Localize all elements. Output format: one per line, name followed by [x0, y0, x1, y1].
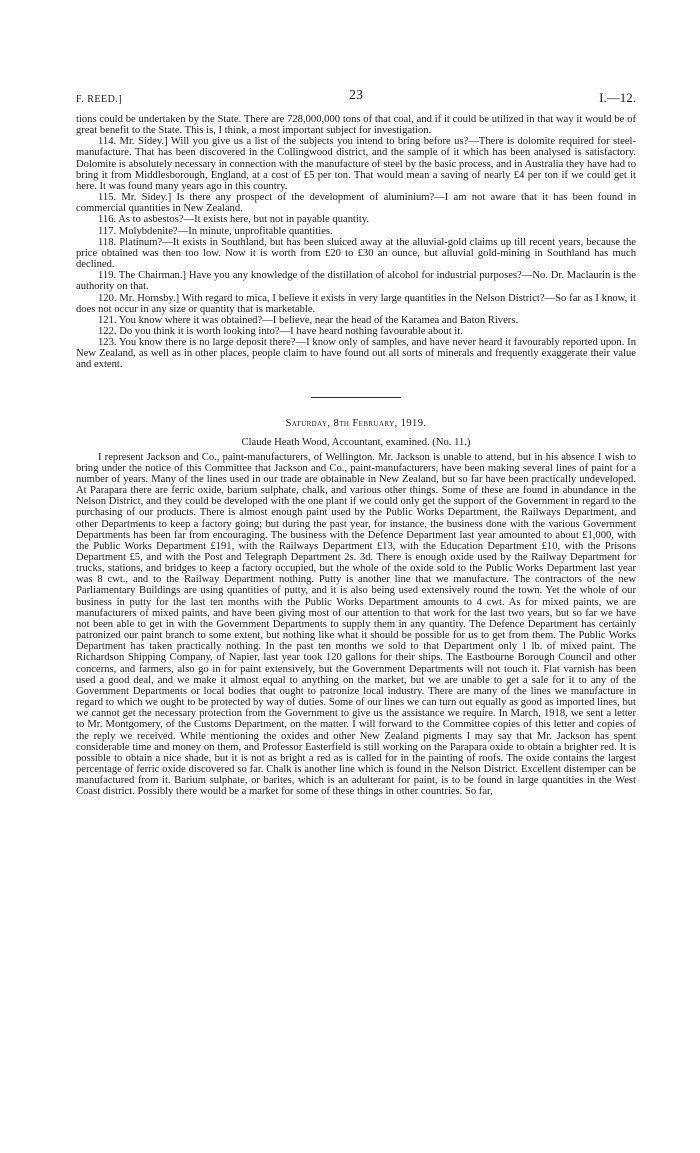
witness-statement: I represent Jackson and Co., paint-manufacturers, of Wellington. Mr. Jackson is unable to attend, but in his absence I wish to bring under the notice of this Committee that Jackson and Co., paint-manufacturers, have been making several lines of paint for a number of years. Many of the lines used in our trade are obtainable in New Zealand, but so far have been practically undeveloped. At Parapara there are ferric oxide, barium sulphate, chalk, and various other things. Some of these are found in abundance in the Nelson District, and they could be developed with the one plant if we could only get the support of the Government in regard to the purchasing of our products. There is almost enough paint used by the Public Works Department, the Railways Department, and other Departments to keep a factory going; but during the past year, for instance, the business done with the various Government Departments has been far from encouraging. The business with the Defence Department last year amounted to about £1,000, with the Public Works Department £191, with the Railways Department £13, with the Education Department £10, with the Prisons Department £5, and with the Post and Telegraph Department 2s. 3d. There is enough oxide used by the Railway Department for trucks, stations, and bridges to keep a factory occupied, but the whole of the oxide sold to the Public Works Department last year was 8 cwt., and to the Railway Department nothing. Putty is another line that we manufacture. The contractors of the new Parliamentary Buildings are using quantities of putty, and it is also being used extensively round the town. Yet the whole of our business in putty for the last ten months with the Public Works Department amounts to 4 cwt. As for mixed paints, we are manufacturers of mixed paints, and have been giving most of our attention to that work for the last two years, but so far we have not been able to get in with the Government Departments to supply them in any quantity. The Defence Department has certainly patronized our paint branch to some extent, but nothing like what it should be possible for us to get from them. The Public Works Department has taken practically nothing. In the past ten months we sold to that Department only 1 lb. of mixed paint. The Richardson Shipping Company, of Napier, last year took 120 gallons for their ships. The Eastbourne Borough Council and other concerns, and farmers, also go in for paint extensively, but the Government Departments will not touch it. Flat varnish has been used a good deal, and we make it almost equal to anything on the market, but we are unable to get a sale for it to any of the Government Departments or local bodies that ought to patronize local industry. There are many of the lines we manufacture in regard to which we ought to be protected by way of duties. Some of our lines we can turn out equally as good as imported lines, but we cannot get the necessary protection from the Government to give us the assistance we require. In March, 1918, we sent a letter to Mr. Montgomery, of the Customs Department, on the matter. I will forward to the Committee copies of this letter and copies of the reply we received. While mentioning the oxides and other New Zealand pigments I may say that Mr. Jackson has spent considerable time and money on them, and Professor Easterfield is still working on the Parapara oxide to obtain a brighter red. It is possible to obtain a nice shade, but it is not as bright a red as is called for in the painting of roofs. The oxide contains the largest percentage of ferric oxide discovered so far. Chalk is another line which is found in the Nelson District. Excellent distemper can be manufactured from it. Barium sulphate, or barites, which is an adulterant for paint, is to be found in large quantities in the West Coast district. Possibly there would be a market for some of these things in other countries. So far, — [76, 451, 636, 798]
header-right: I.—12. — [599, 90, 636, 105]
header-left: F. REED.] — [76, 94, 123, 105]
witness-heading: Claude Heath Wood, Accountant, examined. (No. 11.) — [241, 436, 471, 448]
question-121: 121. You know where it was obtained?—I believe, near the head of the Karamea and Baton Rivers. — [98, 314, 519, 326]
question-119: 119. The Chairman.] Have you any knowledge of the distillation of alcohol for industrial purposes?—No. Dr. Maclaurin is the authority on that. — [76, 270, 636, 293]
question-116: 116. As to asbestos?—It exists here, but not in payable quantity. — [98, 214, 370, 226]
question-118: 118. Platinum?—It exists in Southland, but has been sluiced away at the alluvial-gold claims up till recent years, because the price obtained was then too low. Now it is worth from £20 to £30 an ounce, but alluvial gold-mining in Southland has much declined. — [76, 236, 636, 271]
question-114: 114. Mr. Sidey.] Will you give us a list of the subjects you intend to bring before us?—There is dolomite required for steel-manufacture. That has been discovered in the Collingwood district, and the sample of it which has been analysed is satisfactory. Dolomite is absolutely necessary in connection with the manufacture of steel by the basic process, and in Australia they have had to bring it from Middlesborough, England, at a cost of £5 per ton. That would mean a saving of nearly £4 per ton if we could get it here. It was found many years ago in this country. — [76, 136, 636, 192]
paragraph: tions could be undertaken by the State. There are 728,000,000 tons of that coal, and if it could be utilized in that way it would be of great benefit to the State. This is, I think, a most important subject for investigation. — [76, 114, 636, 137]
question-122: 122. Do you think it is worth looking into?—I have heard nothing favourable about it. — [98, 325, 463, 337]
page-header — [76, 88, 636, 114]
document-page — [76, 88, 636, 797]
questions-section — [76, 114, 636, 371]
question-115: 115. Mr. Sidey.] Is there any prospect of the development of aluminium?—I am not aware that it has been found in commercial quantities in New Zealand. — [76, 192, 636, 215]
session-date: Saturday, 8th February, 1919. — [285, 417, 427, 429]
section-divider — [311, 397, 401, 398]
question-117: 117. Molybdenite?—In minute, unprofitable quantities. — [98, 225, 333, 237]
question-120: 120. Mr. Hornsby.] With regard to mica, I believe it exists in very large quantities in the Nelson District?—So far as I know, it does not occur in any size or quantity that is marketable. — [76, 292, 636, 315]
page-number: 23 — [349, 88, 363, 103]
question-123: 123. You know there is no large deposit there?—I know only of samples, and have never heard it favourably reported upon. In New Zealand, as well as in other places, people claim to have found out all sorts of minerals and frequently exaggerate their value and extent. — [76, 337, 636, 371]
